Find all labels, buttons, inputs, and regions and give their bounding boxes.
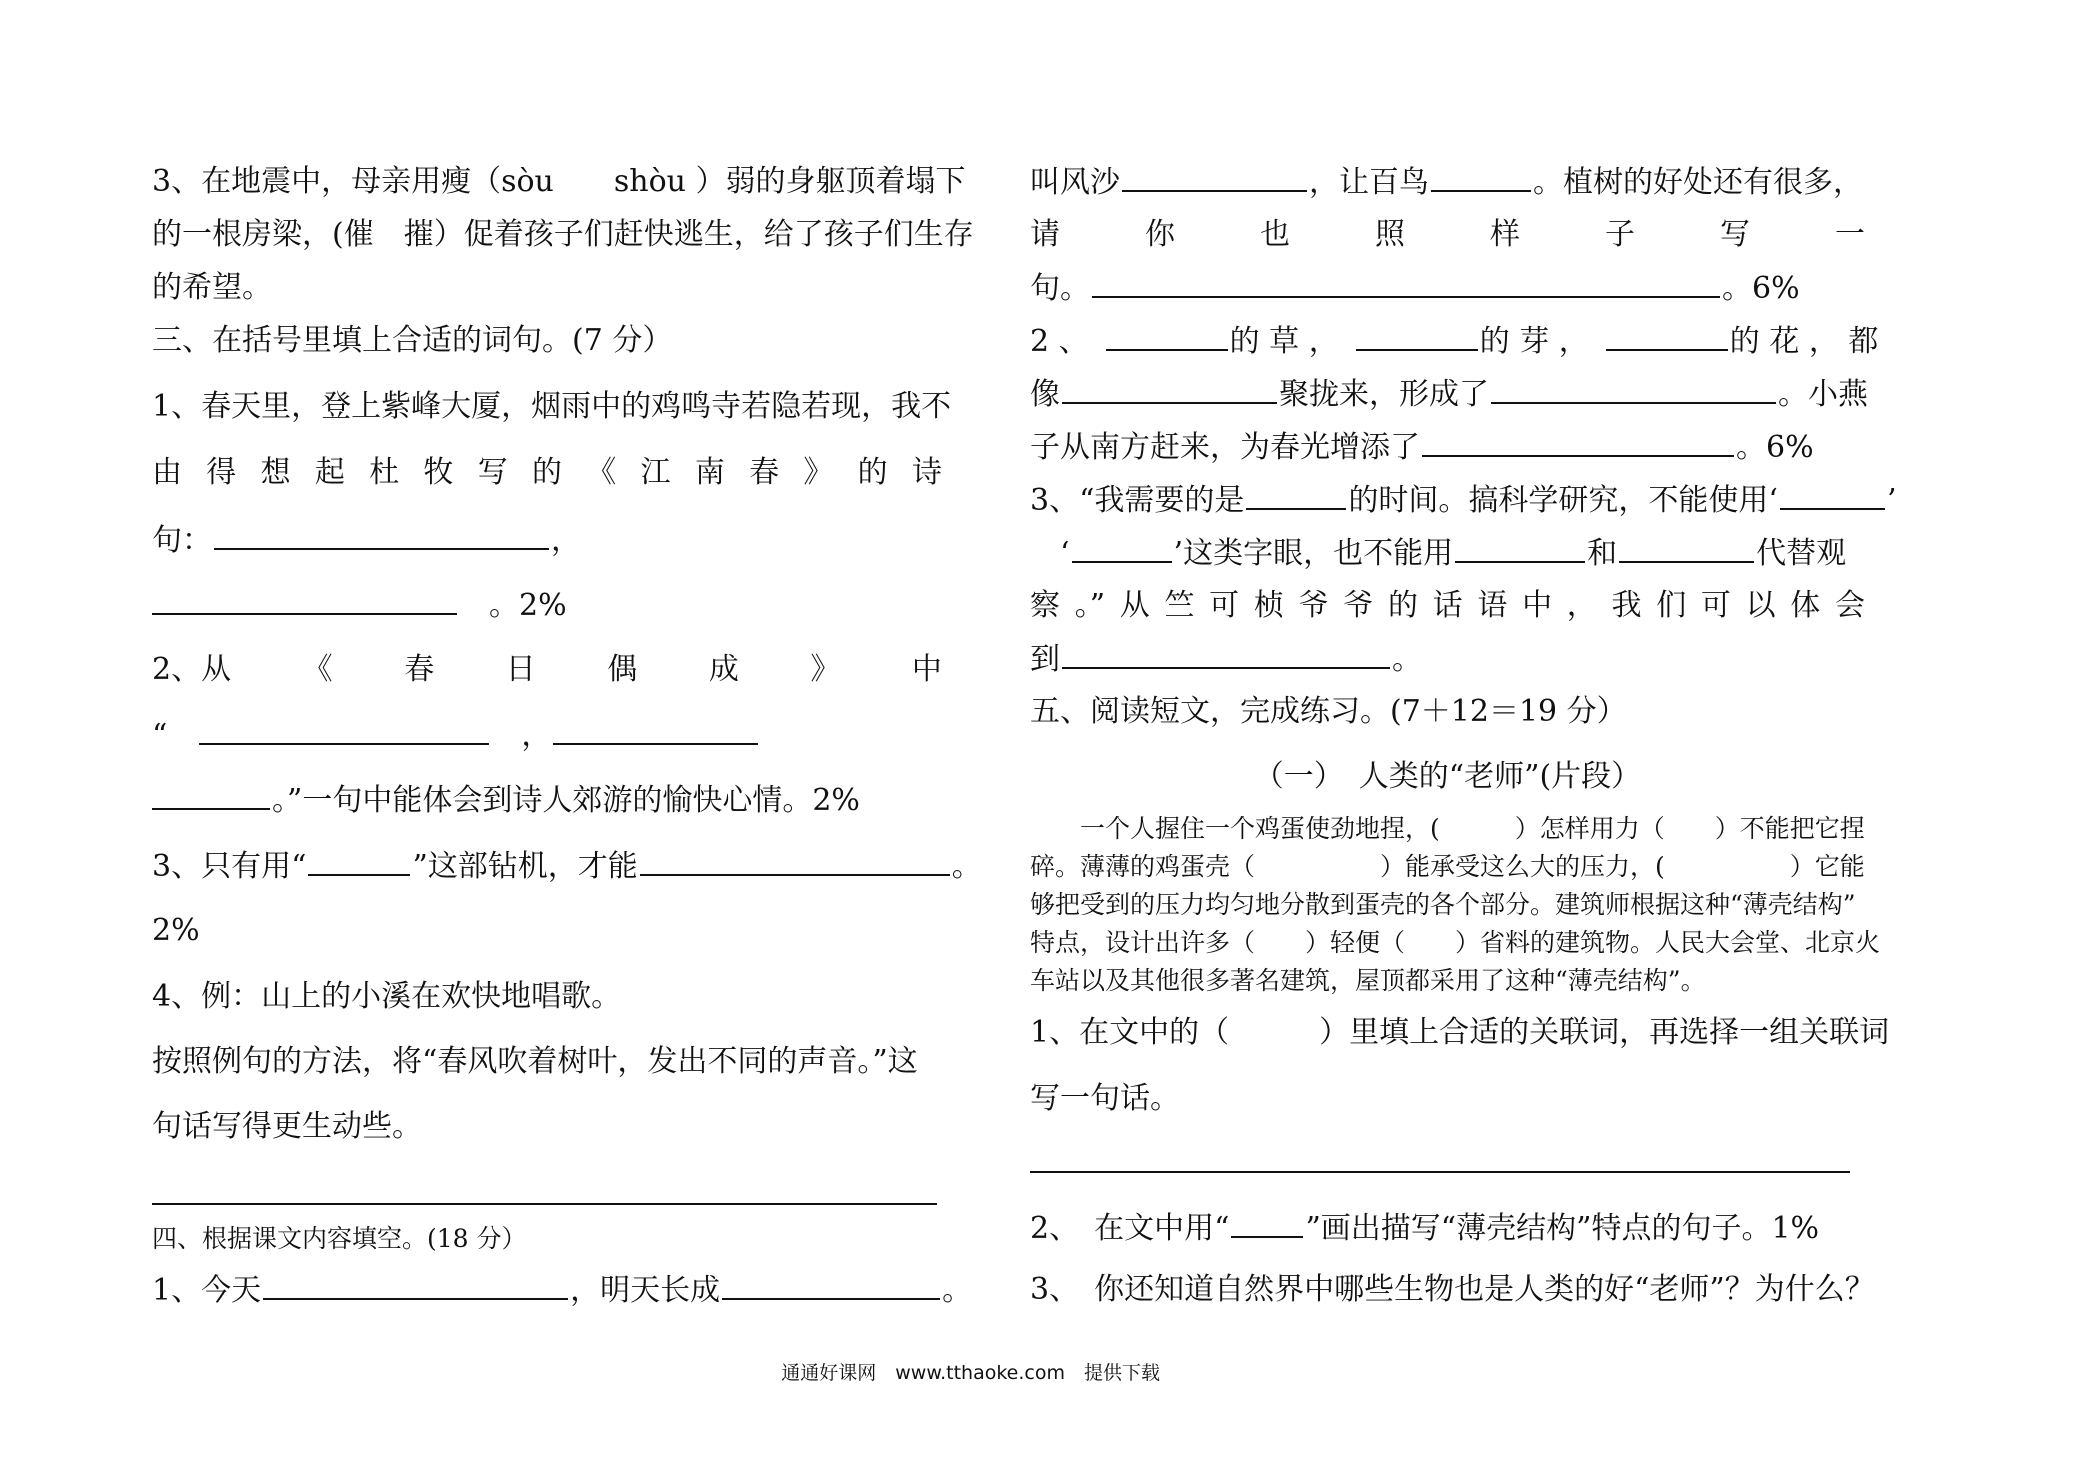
answer-blank[interactable] <box>263 1270 568 1300</box>
answer-blank[interactable] <box>722 1270 940 1300</box>
passage-line1: 一个人握住一个鸡蛋使劲地捏，( ）怎样用力（ ）不能把它捏 <box>1030 814 1865 843</box>
answer-blank[interactable] <box>1455 533 1585 563</box>
answer-blank[interactable] <box>1062 639 1390 669</box>
s3-1-line1: 1、春天里，登上紫峰大厦，烟雨中的鸡鸣寺若隐若现，我不 <box>152 389 952 424</box>
footer-credit: 通通好课网 www.tthaoke.com 提供下载 <box>781 1362 1160 1384</box>
r-q3-line1: 3、“我需要的是 的时间。搞科学研究，不能使用‘ ’ <box>1030 480 1897 521</box>
answer-blank[interactable] <box>1092 268 1720 298</box>
answer-blank[interactable] <box>214 520 549 550</box>
s3-2-line2: “ ， <box>152 715 760 756</box>
answer-blank[interactable] <box>1072 533 1172 563</box>
r-q3-line3: 察 。” 从 竺 可 桢 爷 爷 的 话 语 中 ， 我 们 可 以 体 会 <box>1030 588 1865 623</box>
s4-1-line1: 1、今天 ，明天长成 。 <box>152 1270 972 1311</box>
answer-blank[interactable] <box>1780 480 1885 510</box>
s3-4-line1: 4、例：山上的小溪在欢快地唱歌。 <box>152 979 622 1014</box>
answer-line[interactable] <box>1030 1171 1850 1173</box>
s3-2-line3: 。”一句中能体会到诗人郊游的愉快心情。2% <box>152 780 860 821</box>
r-line2: 请 你 也 照 样 子 写 一 <box>1030 217 1865 252</box>
r-line3: 句。 。6% <box>1030 268 1800 309</box>
answer-blank[interactable] <box>1062 374 1277 404</box>
ex2-line: 2、 在文中用“ ”画出描写“薄壳结构”特点的句子。1% <box>1030 1208 1819 1249</box>
ex1-line2: 写一句话。 <box>1030 1081 1180 1116</box>
answer-blank[interactable] <box>1246 480 1346 510</box>
answer-blank[interactable] <box>1122 162 1307 192</box>
answer-blank[interactable] <box>640 846 950 876</box>
r-line1: 叫风沙 ，让百鸟 。植树的好处还有很多， <box>1030 162 1863 203</box>
answer-blank[interactable] <box>1106 321 1228 351</box>
s3-3-line1: 3、只有用“ ”这部钻机，才能 。 <box>152 846 982 887</box>
s3-3-score: 2% <box>152 913 200 948</box>
r-q2-line3: 子从南方赶来，为春光增添了 。6% <box>1030 427 1814 468</box>
answer-blank[interactable] <box>152 780 270 810</box>
r-q3-line4: 到 。 <box>1030 639 1422 680</box>
q3-line2: 的一根房梁，(催 摧）促着孩子们赶快逃生，给了孩子们生存 <box>152 217 974 252</box>
answer-blank[interactable] <box>1619 533 1754 563</box>
r-q2-line1: 2 、 的 草 ， 的 芽 ， 的 花 ， 都 <box>1030 321 1878 362</box>
answer-blank[interactable] <box>1422 427 1734 457</box>
s3-1-line2: 由 得 想 起 杜 牧 写 的 《 江 南 春 》 的 诗 <box>152 455 942 490</box>
r-q3-line2: ‘ ’这类字眼，也不能用 和 代替观 <box>1030 533 1846 574</box>
ex1-line1: 1、在文中的（ ）里填上合适的关联词，再选择一组关联词 <box>1030 1015 1890 1050</box>
passage-line5: 车站以及其他很多著名建筑，屋顶都采用了这种“薄壳结构”。 <box>1030 966 1706 995</box>
answer-blank[interactable] <box>1231 1208 1303 1238</box>
passage-line4: 特点，设计出许多（ ）轻便（ ）省料的建筑物。人民大会堂、北京火 <box>1030 928 1881 957</box>
s3-1-line3: 句： ， <box>152 520 581 561</box>
answer-blank[interactable] <box>152 585 457 615</box>
answer-blank[interactable] <box>308 846 410 876</box>
answer-blank[interactable] <box>1491 374 1776 404</box>
r-q2-line2: 像 聚拢来，形成了 。小燕 <box>1030 374 1868 415</box>
passage-title: （一） 人类的“老师”(片段） <box>1253 759 1642 794</box>
s3-1-line4: 。2% <box>152 585 567 626</box>
s3-4-line3: 句话写得更生动些。 <box>152 1109 422 1144</box>
answer-blank[interactable] <box>553 715 758 745</box>
s3-2-line1: 2、从 《 春 日 偶 成 》 中 <box>152 652 942 687</box>
section5-title: 五、阅读短文，完成练习。(7＋12＝19 分） <box>1030 694 1627 729</box>
answer-blank[interactable] <box>199 715 489 745</box>
answer-line[interactable] <box>152 1203 937 1205</box>
q3-line3: 的希望。 <box>152 270 272 305</box>
s3-4-line2: 按照例句的方法，将“春风吹着树叶，发出不同的声音。”这 <box>152 1044 918 1079</box>
ex3-line: 3、 你还知道自然界中哪些生物也是人类的好“老师”？为什么？ <box>1030 1272 1875 1307</box>
passage-line3: 够把受到的压力均匀地分散到蛋壳的各个部分。建筑师根据这种“薄壳结构” <box>1030 890 1856 919</box>
section4-title: 四、根据课文内容填空。(18 分） <box>152 1224 527 1253</box>
q3-line1: 3、在地震中，母亲用瘦（sòu shòu ）弱的身躯顶着塌下 <box>152 164 966 199</box>
answer-blank[interactable] <box>1606 321 1728 351</box>
passage-line2: 碎。薄薄的鸡蛋壳（ ）能承受这么大的压力，( ）它能 <box>1030 852 1865 881</box>
section3-title: 三、在括号里填上合适的词句。(7 分） <box>152 323 673 358</box>
answer-blank[interactable] <box>1431 162 1531 192</box>
answer-blank[interactable] <box>1356 321 1478 351</box>
